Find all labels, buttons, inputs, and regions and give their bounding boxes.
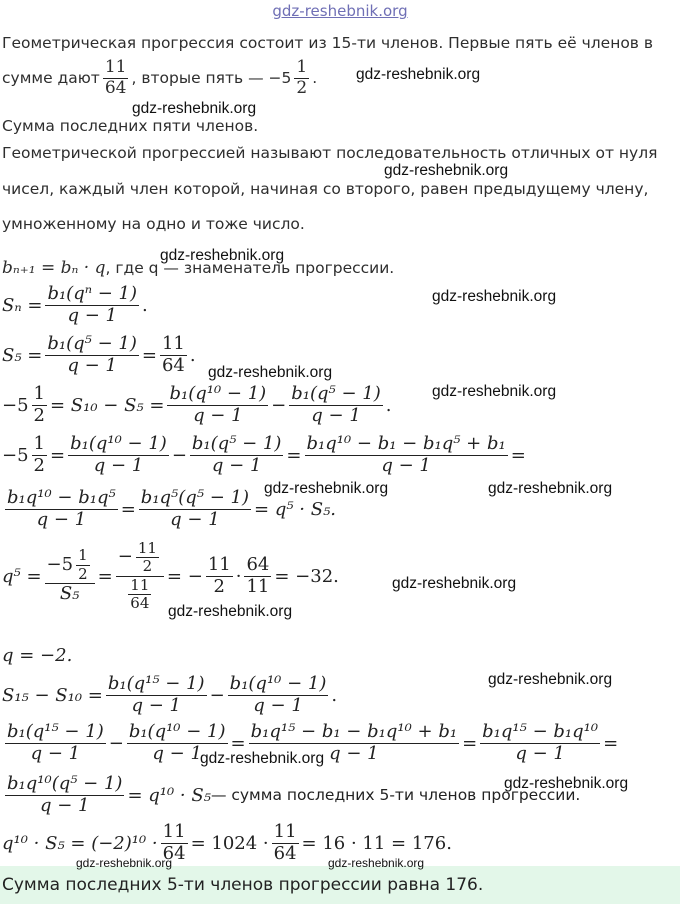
site-header-link[interactable]: gdz-reshebnik.org (272, 2, 408, 20)
watermark: gdz-reshebnik.org (160, 247, 285, 264)
simplified-fraction: $\frac{\text{b₁q¹⁰ − b₁q⁵}}{q - 1}$ (7, 487, 116, 530)
definition-line-1: Геометрической прогрессией называют последовательность отличных от нуля (2, 144, 658, 162)
watermark: gdz-reshebnik.org (384, 162, 509, 179)
sum5-fraction: $\frac{11}{64}$ (104, 57, 127, 98)
s5-value-fraction: $\frac{11}{64}$ (161, 333, 185, 376)
s5-formula: S₅ = $\frac{\text{b₁(q⁵ − 1)}}{q - 1}$ = $\frac{11}{64}$ . (2, 333, 196, 376)
watermark: gdz-reshebnik.org (392, 575, 517, 592)
watermark: gdz-reshebnik.org (504, 775, 629, 792)
s10-fraction-2: $\frac{\text{b₁(q¹⁰ − 1)}}{q - 1}$ (70, 433, 167, 476)
difference-equation: −5 $\frac{1}{2}$ = S₁₀ − S₅ = $\frac{\text{b₁(q¹⁰ − 1)}}{q - 1}$ − $\frac{\text{b₁(q⁵ − 1)}}{q - 1}$ . (2, 383, 392, 426)
half-fraction-2: $\frac{1}{2}$ (33, 383, 45, 426)
s10-fraction-4: $\frac{\text{b₁(q¹⁰ − 1)}}{q - 1}$ (128, 721, 226, 764)
definition-line-2: чисел, каждый член которой, начиная со второго, равен предыдущему члену, (2, 180, 649, 198)
s5-fraction-2: $\frac{\text{b₁(q⁵ − 1)}}{q - 1}$ (291, 383, 381, 426)
watermark: gdz-reshebnik.org (488, 480, 613, 497)
s15-difference: S₁₅ − S₁₀ = $\frac{\text{b₁(q¹⁵ − 1)}}{q - 1}$ − $\frac{\text{b₁(q¹⁰ − 1)}}{q - 1}$ . (2, 673, 338, 716)
s5-fraction: $\frac{\text{b₁(q⁵ − 1)}}{q - 1}$ (47, 333, 137, 376)
sixtyfour-elevenths-fraction: $\frac{64}{11}$ (246, 553, 270, 597)
q-value: q = −2. (2, 645, 73, 666)
q5-nested-fraction: − $\frac{11}{2}$ $\frac{11}{64}$ (116, 540, 164, 612)
factored-equation-2: $\frac{\text{b₁q¹⁰(q⁵ − 1)}}{q - 1}$ = q¹⁰ · S₅ — сумма последних 5-ти членов прогрессии. (7, 773, 581, 816)
watermark: gdz-reshebnik.org (264, 480, 389, 497)
watermark: gdz-reshebnik.org (208, 364, 333, 381)
factored-fraction-2: $\frac{\text{b₁q¹⁰(q⁵ − 1)}}{q - 1}$ (7, 773, 123, 816)
s5-fraction-3: $\frac{\text{b₁(q⁵ − 1)}}{q - 1}$ (191, 433, 282, 476)
watermark: gdz-reshebnik.org (328, 856, 425, 870)
final-computation: q¹⁰ · S₅ = (−2)¹⁰ · $\frac{11}{64}$ = 1024 · $\frac{11}{64}$ = 16 · 11 = 176. (2, 821, 452, 864)
watermark: gdz-reshebnik.org (356, 66, 481, 83)
problem-line-2-middle: , вторые пять — −5 (131, 69, 292, 88)
watermark: gdz-reshebnik.org (200, 750, 325, 767)
simplified-fraction-2: $\frac{\text{b₁q¹⁵ − b₁q¹⁰}}{q - 1}$ (482, 721, 599, 764)
q5-big-fraction: −5 $\frac{1}{2}$ S₅ (45, 547, 95, 604)
final-fraction-1: $\frac{11}{64}$ (162, 821, 186, 864)
problem-line-3: Сумма последних пяти членов. (2, 117, 259, 135)
definition-line-3: умноженному на одно и тоже число. (2, 215, 305, 233)
factored-equation: $\frac{\text{b₁q¹⁰ − b₁q⁵}}{q - 1}$ = $\frac{\text{b₁q⁵(q⁵ − 1)}}{q - 1}$ = q⁵ · S₅. (7, 487, 337, 530)
s15-fraction: $\frac{\text{b₁(q¹⁵ − 1)}}{q - 1}$ (107, 673, 205, 716)
q5-equation: q⁵ = −5 $\frac{1}{2}$ S₅ = − $\frac{11}{2}$ $\frac{11}{64}$ = − $\frac{11}{2}$ · $\frac{64}{11}$ = −32. (2, 539, 339, 612)
factored-fraction: $\frac{\text{b₁q⁵(q⁵ − 1)}}{q - 1}$ (140, 487, 250, 530)
formula-note: , где q — знаменатель прогрессии. (105, 259, 395, 277)
half-fraction-3: $\frac{1}{2}$ (33, 433, 45, 476)
half-fraction: $\frac{1}{2}$ (296, 57, 308, 98)
problem-line-1: Геометрическая прогрессия состоит из 15-ти членов. Первые пять её членов в (2, 34, 654, 52)
s15-fraction-2: $\frac{\text{b₁(q¹⁵ − 1)}}{q - 1}$ (7, 721, 104, 764)
combined-equation-2: $\frac{\text{b₁(q¹⁵ − 1)}}{q - 1}$ − $\frac{\text{b₁(q¹⁰ − 1)}}{q - 1}$ = $\frac{\text{b₁q¹⁵ − b₁ − b₁q¹⁰ + b₁}}{q - 1}$ = $\frac{\text{b₁q¹⁵ − b₁q¹⁰}}{q - 1}$ = (7, 721, 619, 764)
combined-equation: −5 $\frac{1}{2}$ = $\frac{\text{b₁(q¹⁰ − 1)}}{q - 1}$ − $\frac{\text{b₁(q⁵ − 1)}}{q - 1}$ = $\frac{\text{b₁q¹⁰ − b₁ − b₁q⁵ + b₁}}{q - 1}$ = (2, 433, 526, 476)
final-fraction-2: $\frac{11}{64}$ (273, 821, 297, 864)
watermark: gdz-reshebnik.org (432, 288, 557, 305)
watermark: gdz-reshebnik.org (132, 100, 257, 117)
watermark: gdz-reshebnik.org (432, 383, 557, 400)
recurrence-formula: bₙ₊₁ = bₙ · q (2, 258, 106, 278)
eleven-halves-fraction: $\frac{11}{2}$ (207, 553, 231, 597)
problem-line-2 (2, 58, 317, 98)
s10-fraction-3: $\frac{\text{b₁(q¹⁰ − 1)}}{q - 1}$ (229, 673, 327, 716)
problem-line-2-end: . (312, 69, 318, 88)
watermark: gdz-reshebnik.org (76, 856, 173, 870)
answer-box: Сумма последних 5-ти членов прогрессии равна 176. (0, 866, 680, 904)
watermark: gdz-reshebnik.org (488, 671, 613, 688)
combined-fraction: $\frac{\text{b₁q¹⁰ − b₁ − b₁q⁵ + b₁}}{q - 1}$ (306, 433, 506, 476)
sn-formula: Sₙ = $\frac{\text{b₁(qⁿ − 1)}}{q - 1}$ . (2, 283, 148, 326)
s10-fraction: $\frac{\text{b₁(q¹⁰ − 1)}}{q - 1}$ (169, 383, 267, 426)
combined-fraction-2: $\frac{\text{b₁q¹⁵ − b₁ − b₁q¹⁰ + b₁}}{q - 1}$ (250, 721, 458, 764)
problem-line-2-prefix: сумме дают (2, 69, 100, 88)
sn-fraction: $\frac{\text{b₁(qⁿ − 1)}}{q - 1}$ (47, 283, 138, 326)
watermark: gdz-reshebnik.org (168, 603, 293, 620)
